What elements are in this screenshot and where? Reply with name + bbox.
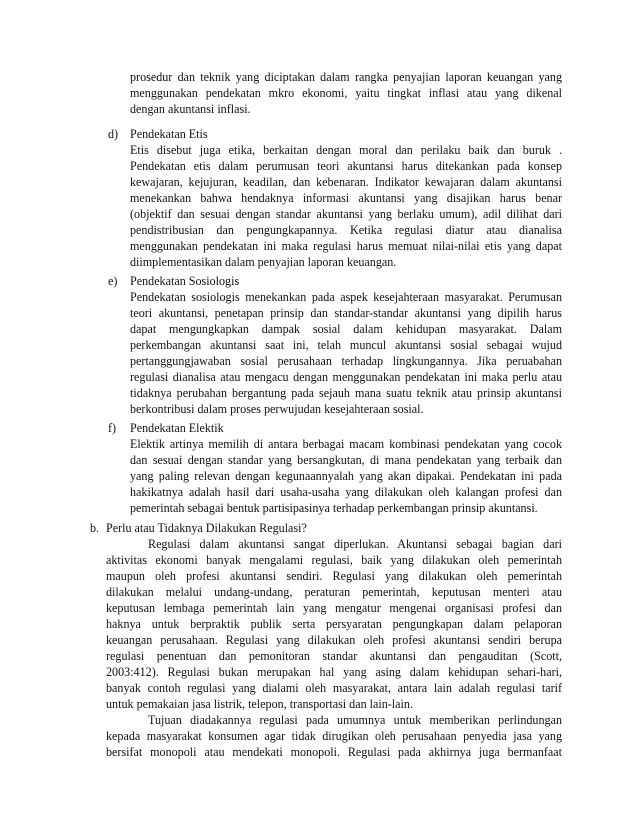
paragraph-line: menggunakan pendekatan mkro ekonomi, yaitu tingkat inflasi atau yang dikenal [130, 86, 562, 100]
paragraph-line: menekankan bahwa hendaknya informasi akuntansi yang disajikan harus benar [130, 191, 562, 205]
paragraph-line: dilakukan melalui undang-undang, peraturan pemerintah, keputusan menteri atau [106, 585, 562, 599]
paragraph-line: kewajaran, kejujuran, keadilan, dan kebenaran. Indikator kewajaran dalam akuntansi [130, 175, 562, 189]
paragraph-line: regulasi dianalisa atau mengacu dengan menggunakan pendekatan ini maka perlu atau [130, 370, 562, 384]
list-marker: b. [90, 521, 100, 535]
paragraph-line: Pendekatan etis dalam perumusan teori akuntansi harus ditekankan pada konsep [130, 159, 562, 173]
paragraph-line: yang paling relevan dengan kegunaannyalah yang akan dipakai. Pendekatan ini pada [130, 469, 562, 483]
paragraph-line: bersifat monopoli atau mendekati monopoli. Regulasi pada akhirnya juga bermanfaat [106, 745, 562, 759]
paragraph-line: keuangan perusahaan. Regulasi yang dilakukan oleh profesi akuntansi sendiri berupa [106, 633, 562, 647]
paragraph-line: Tujuan diadakannya regulasi pada umumnya untuk memberikan perlindungan [148, 713, 562, 727]
paragraph-line: Elektik artinya memilih di antara berbagai macam kombinasi pendekatan yang cocok [130, 437, 562, 451]
section-heading: Pendekatan Etis [130, 127, 208, 141]
section-heading: Perlu atau Tidaknya Dilakukan Regulasi? [106, 521, 307, 535]
list-marker: d) [108, 127, 119, 141]
section-heading: Pendekatan Elektik [130, 421, 224, 435]
paragraph-line: maupun oleh profesi akuntansi sendiri. Regulasi yang dilakukan oleh pemerintah [106, 569, 562, 583]
paragraph-line: teori akuntansi, penetapan prinsip dan standar-standar akuntansi yang dipilih harus [130, 306, 562, 320]
paragraph-line: diimplementasikan dalam penyajian laporan keuangan. [130, 255, 397, 269]
paragraph-line: 2003:412). Regulasi bukan merupakan hal yang asing dalam kehidupan sehari-hari, [106, 665, 562, 679]
paragraph-line: untuk pemakaian jasa listrik, telepon, transportasi dan lain-lain. [106, 697, 413, 711]
paragraph-line: kepada masyarakat konsumen agar tidak dirugikan oleh perusahaan penyedia jasa yang [106, 729, 562, 743]
paragraph-line: dengan akuntansi inflasi. [130, 102, 251, 116]
paragraph-line: Pendekatan sosiologis menekankan pada aspek kesejahteraan masyarakat. Perumusan [130, 290, 562, 304]
paragraph-line: hakikatnya adalah hasil dari usaha-usaha yang dilakukan oleh kalangan profesi dan [130, 485, 562, 499]
paragraph-line: regulasi penentuan dan pemonitoran standar akuntansi dan pengauditan (Scott, [106, 649, 562, 663]
paragraph-line: Regulasi dalam akuntansi sangat diperlukan. Akuntansi sebagai bagian dari [148, 537, 562, 551]
paragraph-line: dapat mengungkapkan dampak sosial dalam kehidupan masyarakat. Dalam [130, 322, 562, 336]
paragraph-line: pemerintah sebagai bentuk partisipasinya terhadap perkembangan prinsip akuntansi. [130, 501, 538, 515]
paragraph-line: pendistribusian dan pengungkapannya. Ketika regulasi diatur atau dianalisa [130, 223, 562, 237]
paragraph-line: tidaknya perubahan bergantung pada sejauh mana suatu teknik atau prinsip akuntansi [130, 386, 562, 400]
paragraph-line: perkembangan akuntansi saat ini, telah muncul akuntansi sosial sebagai wujud [130, 338, 562, 352]
paragraph-line: aktivitas ekonomi banyak mengalami regulasi, baik yang dilakukan oleh pemerintah [106, 553, 562, 567]
paragraph-line: menggunakan pendekatan ini maka regulasi harus memuat nilai-nilai etis yang dapat [130, 239, 562, 253]
paragraph-line: berkontribusi dalam proses perwujudan kesejahteraan sosial. [130, 402, 424, 416]
paragraph-line: (objektif dan sesuai dengan standar akuntansi yang berlaku umum), adil dilihat dari [130, 207, 562, 221]
paragraph-line: dan sesuai dengan standar yang bersangkutan, di mana pendekatan yang terbaik dan [130, 453, 562, 467]
paragraph-line: pertanggungjawaban sosial perusahaan terhadap lingkungannya. Jika peruabahan [130, 354, 562, 368]
paragraph-line: prosedur dan teknik yang diciptakan dalam rangka penyajian laporan keuangan yang [130, 70, 562, 84]
paragraph-line: Etis disebut juga etika, berkaitan dengan moral dan perilaku baik dan buruk . [130, 143, 562, 157]
paragraph-line: banyak contoh regulasi yang dialami oleh masyarakat, antara lain adalah regulasi tarif [106, 681, 562, 695]
paragraph-line: haknya untuk berpraktik publik serta persyaratan pengungkapan dalam pelaporan [106, 617, 562, 631]
section-heading: Pendekatan Sosiologis [130, 274, 240, 288]
list-marker: e) [108, 274, 118, 288]
list-marker: f) [108, 421, 117, 435]
paragraph-line: keputusan lembaga pemerintah lain yang mengatur mengenai organisasi profesi dan [106, 601, 562, 615]
